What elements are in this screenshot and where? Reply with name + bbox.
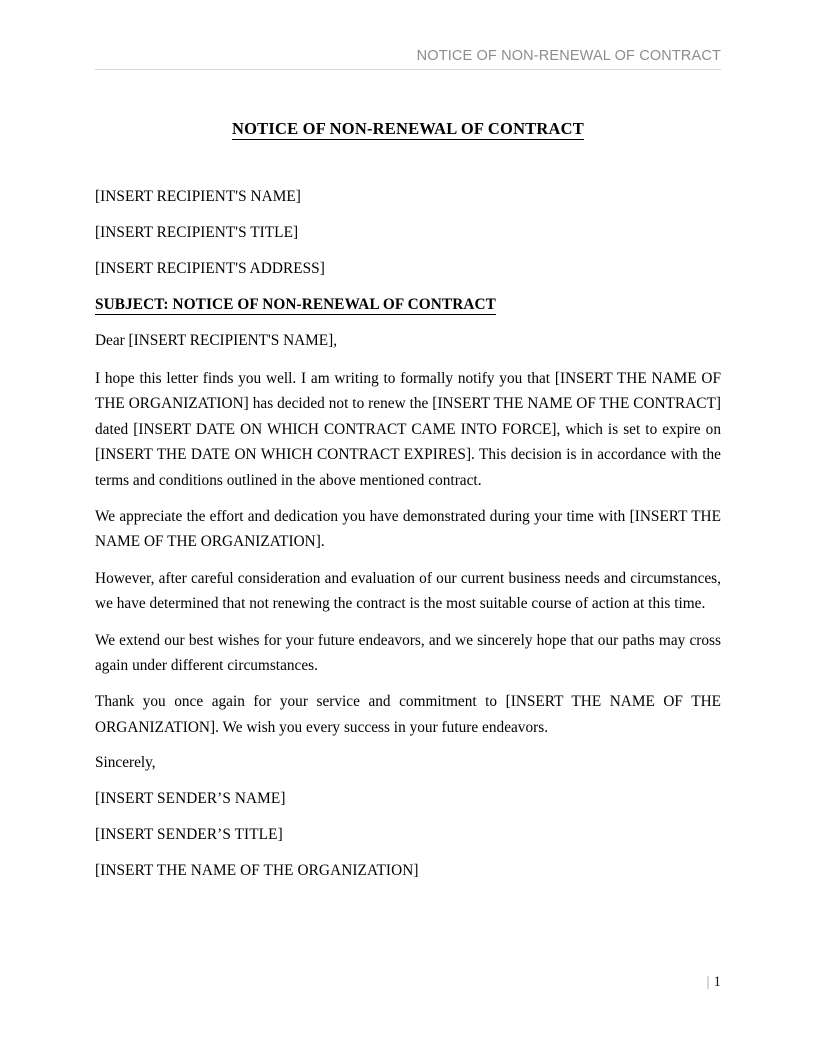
- body-paragraph-5: Thank you once again for your service and commitment to [INSERT THE NAME OF THE ORGANIZATION]. We wish you every success in your future endeavors.: [95, 693, 721, 736]
- recipient-name-line: [INSERT RECIPIENT'S NAME]: [95, 188, 301, 205]
- document-title-text: NOTICE OF NON-RENEWAL OF CONTRACT: [232, 119, 584, 138]
- body-paragraph-4: We extend our best wishes for your future endeavors, and we sincerely hope that our paths may cross again under different circumstances.: [95, 631, 721, 675]
- page-footer: [95, 971, 721, 993]
- page-number: 1: [713, 974, 721, 990]
- document-title: [95, 118, 721, 140]
- closing-line: Sincerely,: [95, 754, 156, 772]
- footer-separator-bar: |: [706, 974, 710, 990]
- header-divider-rule: [95, 69, 721, 70]
- recipient-address-line: [INSERT RECIPIENT'S ADDRESS]: [95, 260, 325, 277]
- body-paragraph-1: I hope this letter finds you well. I am writing to formally notify you that [INSERT THE NAME OF THE ORGANIZATION] has decided not to renew the [INSERT THE NAME OF THE CONTRACT] dated [INSERT DATE ON WHICH CONTRACT CAME INTO FORCE], which is set to expire on [INSERT THE DATE ON WHICH CONTRACT EXPIRES]. This decision is in accordance with the terms and conditions outlined in the above mentioned contract.: [95, 370, 721, 489]
- body-paragraph-3: However, after careful consideration and evaluation of our current business needs and circumstances, we have determined that not renewing the contract is the most suitable course of action at this time.: [95, 569, 721, 613]
- subject-line-text: SUBJECT: NOTICE OF NON-RENEWAL OF CONTRACT: [95, 296, 496, 313]
- page-header: [95, 46, 721, 70]
- document-body: [95, 118, 721, 896]
- body-paragraph-2: We appreciate the effort and dedication you have demonstrated during your time with [INSERT THE NAME OF THE ORGANIZATION].: [95, 508, 721, 551]
- running-header-title: NOTICE OF NON-RENEWAL OF CONTRACT: [416, 48, 721, 64]
- recipient-title-line: [INSERT RECIPIENT'S TITLE]: [95, 224, 299, 241]
- salutation-line: Dear [INSERT RECIPIENT'S NAME],: [95, 332, 338, 349]
- subject-line: [95, 294, 721, 316]
- sender-name-line: [INSERT SENDER’S NAME]: [95, 790, 286, 808]
- sender-organization-line: [INSERT THE NAME OF THE ORGANIZATION]: [95, 862, 419, 880]
- sender-title-line: [INSERT SENDER’S TITLE]: [95, 826, 283, 844]
